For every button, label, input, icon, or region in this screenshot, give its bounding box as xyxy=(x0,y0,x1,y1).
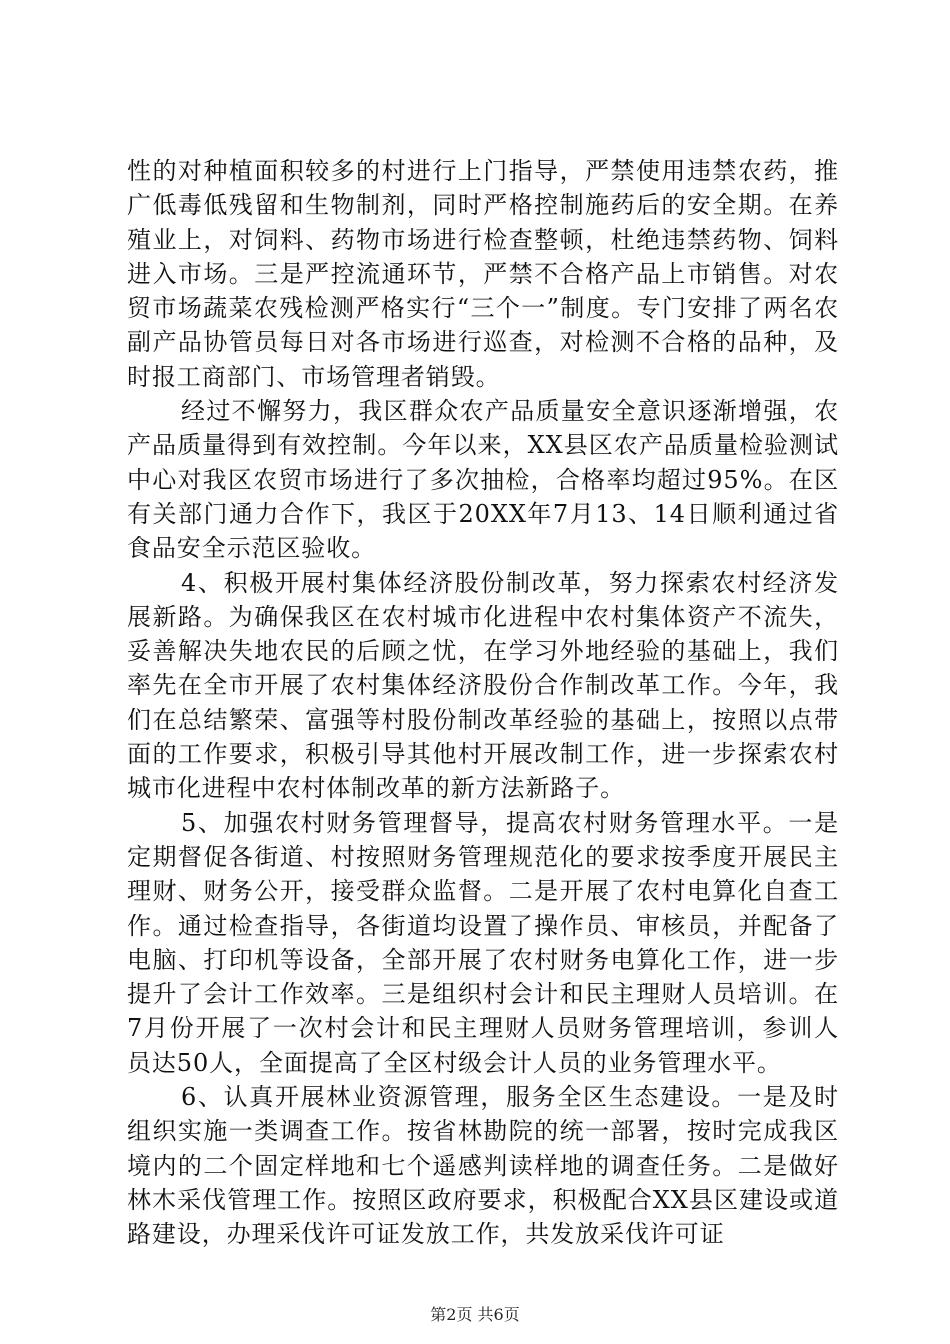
paragraph-item-6: 6、认真开展林业资源管理，服务全区生态建设。一是及时组织实施一类调查工作。按省林勘院的统一部署，按时完成我区境内的二个固定样地和七个遥感判读样地的调查任务。二是做好林木采伐管理工作。按照区政府要求，积极配合XX县区建设或道路建设，办理采伐许可证发放工作，共发放采伐许可证 xyxy=(127,1083,839,1249)
paragraph-summary: 经过不懈努力，我区群众农产品质量安全意识逐渐增强，农产品质量得到有效控制。今年以来，XX县区农产品质量检验测试中心对我区农贸市场进行了多次抽检，合格率均超过95%。在区有关部门通力合作下，我区于20XX年7月13、14日顺利通过省食品安全示范区验收。 xyxy=(127,397,839,563)
paragraph-item-4: 4、积极开展村集体经济股份制改革，努力探索农村经济发展新路。为确保我区在农村城市化进程中农村集体资产不流失，妥善解决失地农民的后顾之忧，在学习外地经验的基础上，我们率先在全市开展了农村集体经济股份合作制改革工作。今年，我们在总结繁荣、富强等村股份制改革经验的基础上，按照以点带面的工作要求，积极引导其他村开展改制工作，进一步探索农村城市化进程中农村体制改革的新方法新路子。 xyxy=(127,568,839,803)
page-number-footer: 第2页 共6页 xyxy=(430,1305,520,1324)
paragraph-item-5: 5、加强农村财务管理督导，提高农村财务管理水平。一是定期督促各街道、村按照财务管理规范化的要求按季度开展民主理财、财务公开，接受群众监督。二是开展了农村电算化自查工作。通过检查指导，各街道均设置了操作员、审核员，并配备了电脑、打印机等设备，全部开展了农村财务电算化工作，进一步提升了会计工作效率。三是组织村会计和民主理财人员培训。在7月份开展了一次村会计和民主理财人员财务管理培训，参训人员达50人，全面提高了全区村级会计人员的业务管理水平。 xyxy=(127,808,839,1077)
paragraph-continuation: 性的对种植面积较多的村进行上门指导，严禁使用违禁农药，推广低毒低残留和生物制剂，同时严格控制施药后的安全期。在养殖业上，对饲料、药物市场进行检查整顿，杜绝违禁药物、饲料进入市场。三是严控流通环节，严禁不合格产品上市销售。对农贸市场蔬菜农残检测严格实行“三个一”制度。专门安排了两名农副产品协管员每日对各市场进行巡查，对检测不合格的品种，及时报工商部门、市场管理者销毁。 xyxy=(127,157,839,391)
document-body xyxy=(127,154,839,1252)
